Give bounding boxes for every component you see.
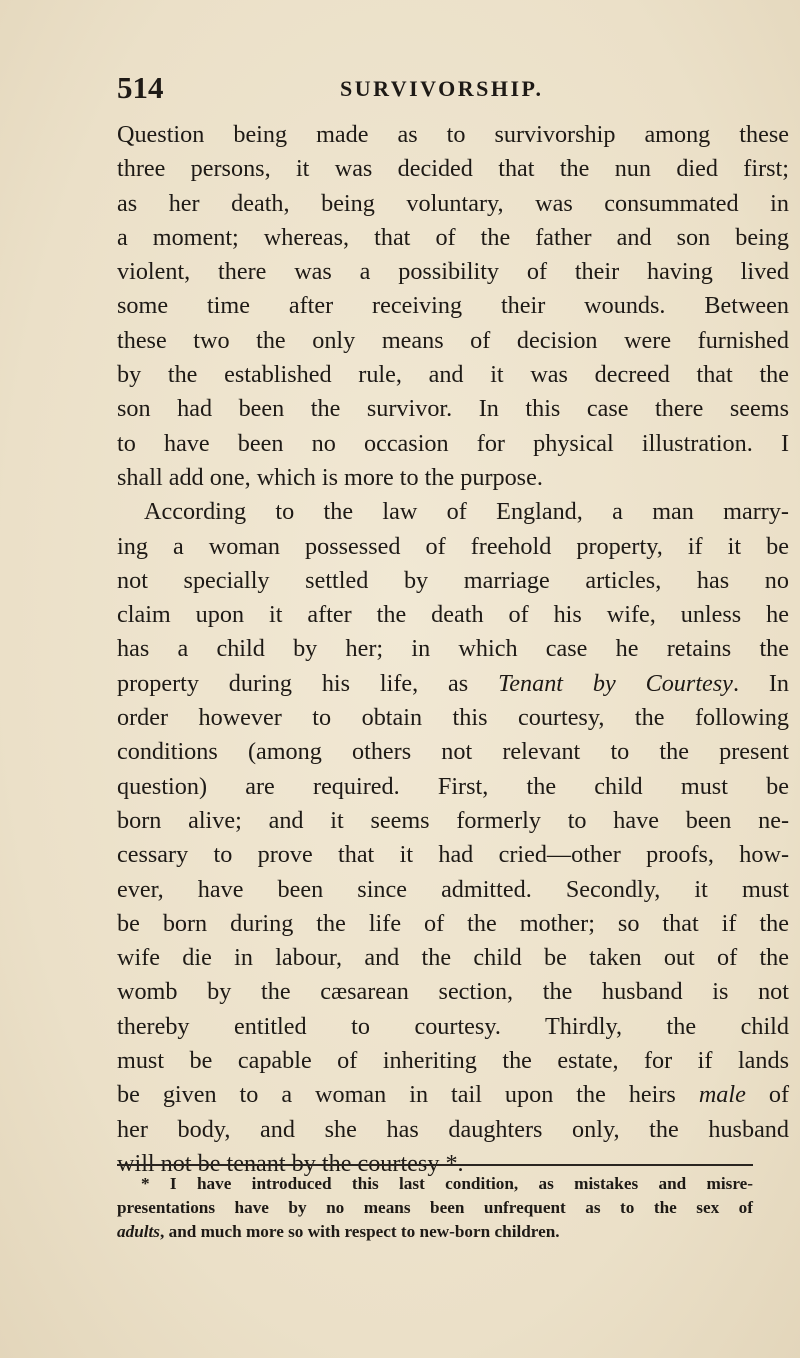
text-segment: . In bbox=[732, 669, 789, 697]
text-line: has a child by her; in which case he retains the bbox=[117, 635, 789, 663]
text-segment: , and much more so with respect to new-born children. bbox=[160, 1222, 560, 1241]
text-segment: be given to a woman in tail upon the heirs bbox=[117, 1081, 699, 1109]
text-segment: property during his life, as bbox=[117, 669, 499, 697]
text-line: son had been the survivor. In this case there seems bbox=[117, 395, 789, 423]
text-line: these two the only means of decision were furnished bbox=[117, 326, 789, 354]
text-line: claim upon it after the death of his wife, unless he bbox=[117, 601, 789, 629]
text-line: conditions (among others not relevant to the present bbox=[117, 738, 789, 766]
text-line-with-italic bbox=[117, 667, 789, 701]
text-line: her body, and she has daughters only, the husband bbox=[117, 1115, 789, 1143]
text-line: womb by the cæsarean section, the husband is not bbox=[117, 978, 789, 1006]
text-line: born alive; and it seems formerly to have been ne- bbox=[117, 806, 789, 834]
text-line: wife die in labour, and the child be taken out of the bbox=[117, 944, 789, 972]
footnote-line: presentations have by no means been unfrequent as to the sex of bbox=[117, 1198, 753, 1217]
text-line-with-italic bbox=[117, 1078, 789, 1112]
body-text bbox=[117, 118, 789, 1181]
text-line: ing a woman possessed of freehold property, if it be bbox=[117, 532, 789, 560]
running-head bbox=[117, 68, 789, 108]
page-number: 514 bbox=[117, 70, 164, 105]
text-line: to have been no occasion for physical illustration. I bbox=[117, 429, 789, 457]
text-line: as her death, being voluntary, was consummated in bbox=[117, 189, 789, 217]
text-line: cessary to prove that it had cried—other proofs, how- bbox=[117, 841, 789, 869]
footnote-line: * I have introduced this last condition, as mistakes and misre- bbox=[141, 1174, 753, 1193]
text-line: three persons, it was decided that the nun died first; bbox=[117, 155, 789, 183]
text-line: shall add one, which is more to the purpose. bbox=[117, 463, 543, 491]
text-line: must be capable of inheriting the estate, for if lands bbox=[117, 1047, 789, 1075]
text-line: a moment; whereas, that of the father and son being bbox=[117, 223, 789, 251]
text-line: ever, have been since admitted. Secondly, it must bbox=[117, 875, 789, 903]
text-line: According to the law of England, a man marry- bbox=[144, 498, 789, 526]
text-line: not specially settled by marriage articles, has no bbox=[117, 566, 789, 594]
running-title: SURVIVORSHIP. bbox=[340, 76, 544, 101]
italic-term-tenant-by-courtesy: Tenant by Courtesy bbox=[498, 669, 733, 697]
footnote-rule bbox=[117, 1164, 753, 1166]
text-line: be born during the life of the mother; so that if the bbox=[117, 909, 789, 937]
text-segment: of bbox=[745, 1081, 789, 1109]
footnote bbox=[117, 1172, 753, 1244]
text-line: question) are required. First, the child must be bbox=[117, 772, 789, 800]
text-line: some time after receiving their wounds. Between bbox=[117, 292, 789, 320]
footnote-line-with-italic bbox=[117, 1220, 753, 1244]
text-line: by the established rule, and it was decreed that the bbox=[117, 361, 789, 389]
text-line: violent, there was a possibility of their having lived bbox=[117, 258, 789, 286]
text-line: order however to obtain this courtesy, the following bbox=[117, 704, 789, 732]
italic-term-male: male bbox=[698, 1081, 746, 1109]
text-line: thereby entitled to courtesy. Thirdly, the child bbox=[117, 1012, 789, 1040]
text-line: will not be tenant by the courtesy *. bbox=[117, 1149, 464, 1177]
italic-term-adults: adults bbox=[117, 1222, 160, 1241]
text-line: Question being made as to survivorship among these bbox=[117, 121, 789, 148]
